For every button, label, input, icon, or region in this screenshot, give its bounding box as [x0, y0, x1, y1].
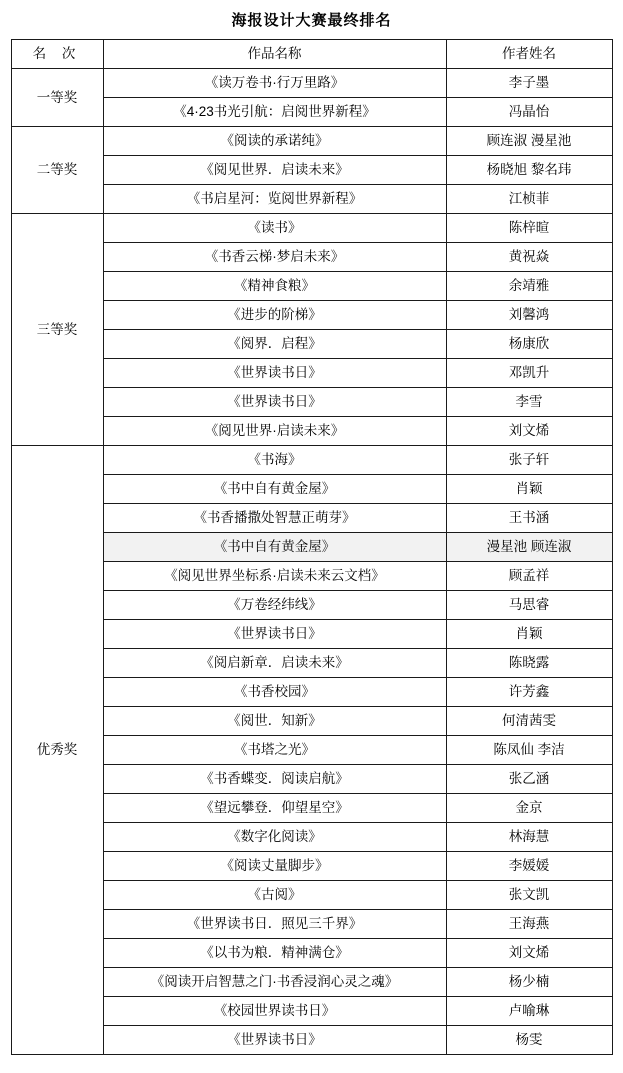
work-title-cell: 《书香校园》 [103, 678, 446, 707]
table-row [11, 214, 612, 243]
work-title-cell: 《书中自有黄金屋》 [103, 475, 446, 504]
author-name-cell: 何清茜雯 [446, 707, 612, 736]
award-group-label: 二等奖 [11, 127, 103, 214]
work-title-cell: 《世界读书日》 [103, 1026, 446, 1055]
column-header-author: 作者姓名 [446, 40, 612, 69]
author-name-cell: 顾连淑 漫星池 [446, 127, 612, 156]
author-name-cell: 黄祝焱 [446, 243, 612, 272]
work-title-cell: 《数字化阅读》 [103, 823, 446, 852]
author-name-cell: 卢喻琳 [446, 997, 612, 1026]
author-name-cell: 许芳鑫 [446, 678, 612, 707]
author-name-cell: 漫星池 顾连淑 [446, 533, 612, 562]
work-title-cell: 《校园世界读书日》 [103, 997, 446, 1026]
author-name-cell: 冯晶怡 [446, 98, 612, 127]
table-row [11, 69, 612, 98]
author-name-cell: 杨雯 [446, 1026, 612, 1055]
work-title-cell: 《世界读书日》 [103, 388, 446, 417]
author-name-cell: 王书涵 [446, 504, 612, 533]
author-name-cell: 李媛媛 [446, 852, 612, 881]
column-header-work: 作品名称 [103, 40, 446, 69]
work-title-cell: 《读书》 [103, 214, 446, 243]
author-name-cell: 陈晓露 [446, 649, 612, 678]
work-title-cell: 《精神食粮》 [103, 272, 446, 301]
author-name-cell: 王海燕 [446, 910, 612, 939]
work-title-cell: 《读万卷书·行万里路》 [103, 69, 446, 98]
work-title-cell: 《书香云梯·梦启未来》 [103, 243, 446, 272]
work-title-cell: 《书中自有黄金屋》 [103, 533, 446, 562]
author-name-cell: 刘文烯 [446, 417, 612, 446]
work-title-cell: 《书启星河：览阅世界新程》 [103, 185, 446, 214]
table-body [11, 69, 612, 1055]
work-title-cell: 《望远攀登．仰望星空》 [103, 794, 446, 823]
author-name-cell: 杨晓旭 黎名玮 [446, 156, 612, 185]
work-title-cell: 《世界读书日》 [103, 620, 446, 649]
work-title-cell: 《阅界．启程》 [103, 330, 446, 359]
author-name-cell: 余靖雅 [446, 272, 612, 301]
author-name-cell: 李雪 [446, 388, 612, 417]
work-title-cell: 《阅读的承诺纯》 [103, 127, 446, 156]
page-title: 海报设计大赛最终排名 [231, 12, 392, 29]
table-row [11, 127, 612, 156]
work-title-cell: 《万卷经纬线》 [103, 591, 446, 620]
author-name-cell: 肖颖 [446, 475, 612, 504]
author-name-cell: 陈凤仙 李洁 [446, 736, 612, 765]
award-group-label: 优秀奖 [11, 446, 103, 1055]
author-name-cell: 林海慧 [446, 823, 612, 852]
author-name-cell: 张子轩 [446, 446, 612, 475]
work-title-cell: 《以书为粮．精神满仓》 [103, 939, 446, 968]
ranking-table [11, 39, 613, 1055]
author-name-cell: 刘文烯 [446, 939, 612, 968]
work-title-cell: 《世界读书日》 [103, 359, 446, 388]
author-name-cell: 马思睿 [446, 591, 612, 620]
author-name-cell: 杨康欣 [446, 330, 612, 359]
award-group-label: 三等奖 [11, 214, 103, 446]
table-header [11, 40, 612, 69]
work-title-cell: 《阅见世界·启读未来》 [103, 417, 446, 446]
work-title-cell: 《书塔之光》 [103, 736, 446, 765]
author-name-cell: 刘馨鸿 [446, 301, 612, 330]
work-title-cell: 《书香蝶变．阅读启航》 [103, 765, 446, 794]
work-title-cell: 《阅读丈量脚步》 [103, 852, 446, 881]
table-header-row [11, 40, 612, 69]
author-name-cell: 顾孟祥 [446, 562, 612, 591]
author-name-cell: 金京 [446, 794, 612, 823]
work-title-cell: 《阅读开启智慧之门·书香浸润心灵之魂》 [103, 968, 446, 997]
work-title-cell: 《古阅》 [103, 881, 446, 910]
author-name-cell: 杨少楠 [446, 968, 612, 997]
author-name-cell: 陈梓暄 [446, 214, 612, 243]
table-row [11, 446, 612, 475]
work-title-cell: 《4·23书光引航：启阅世界新程》 [103, 98, 446, 127]
work-title-cell: 《书香播撒处智慧正萌芽》 [103, 504, 446, 533]
author-name-cell: 江桢菲 [446, 185, 612, 214]
author-name-cell: 邓凯升 [446, 359, 612, 388]
author-name-cell: 张文凯 [446, 881, 612, 910]
work-title-cell: 《书海》 [103, 446, 446, 475]
award-group-label: 一等奖 [11, 69, 103, 127]
work-title-cell: 《阅启新章．启读未来》 [103, 649, 446, 678]
author-name-cell: 肖颖 [446, 620, 612, 649]
work-title-cell: 《阅见世界坐标系·启读未来云文档》 [103, 562, 446, 591]
author-name-cell: 张乙涵 [446, 765, 612, 794]
work-title-cell: 《阅见世界．启读未来》 [103, 156, 446, 185]
author-name-cell: 李子墨 [446, 69, 612, 98]
work-title-cell: 《进步的阶梯》 [103, 301, 446, 330]
work-title-cell: 《世界读书日．照见三千界》 [103, 910, 446, 939]
work-title-cell: 《阅世．知新》 [103, 707, 446, 736]
column-header-award: 名 次 [11, 40, 103, 69]
